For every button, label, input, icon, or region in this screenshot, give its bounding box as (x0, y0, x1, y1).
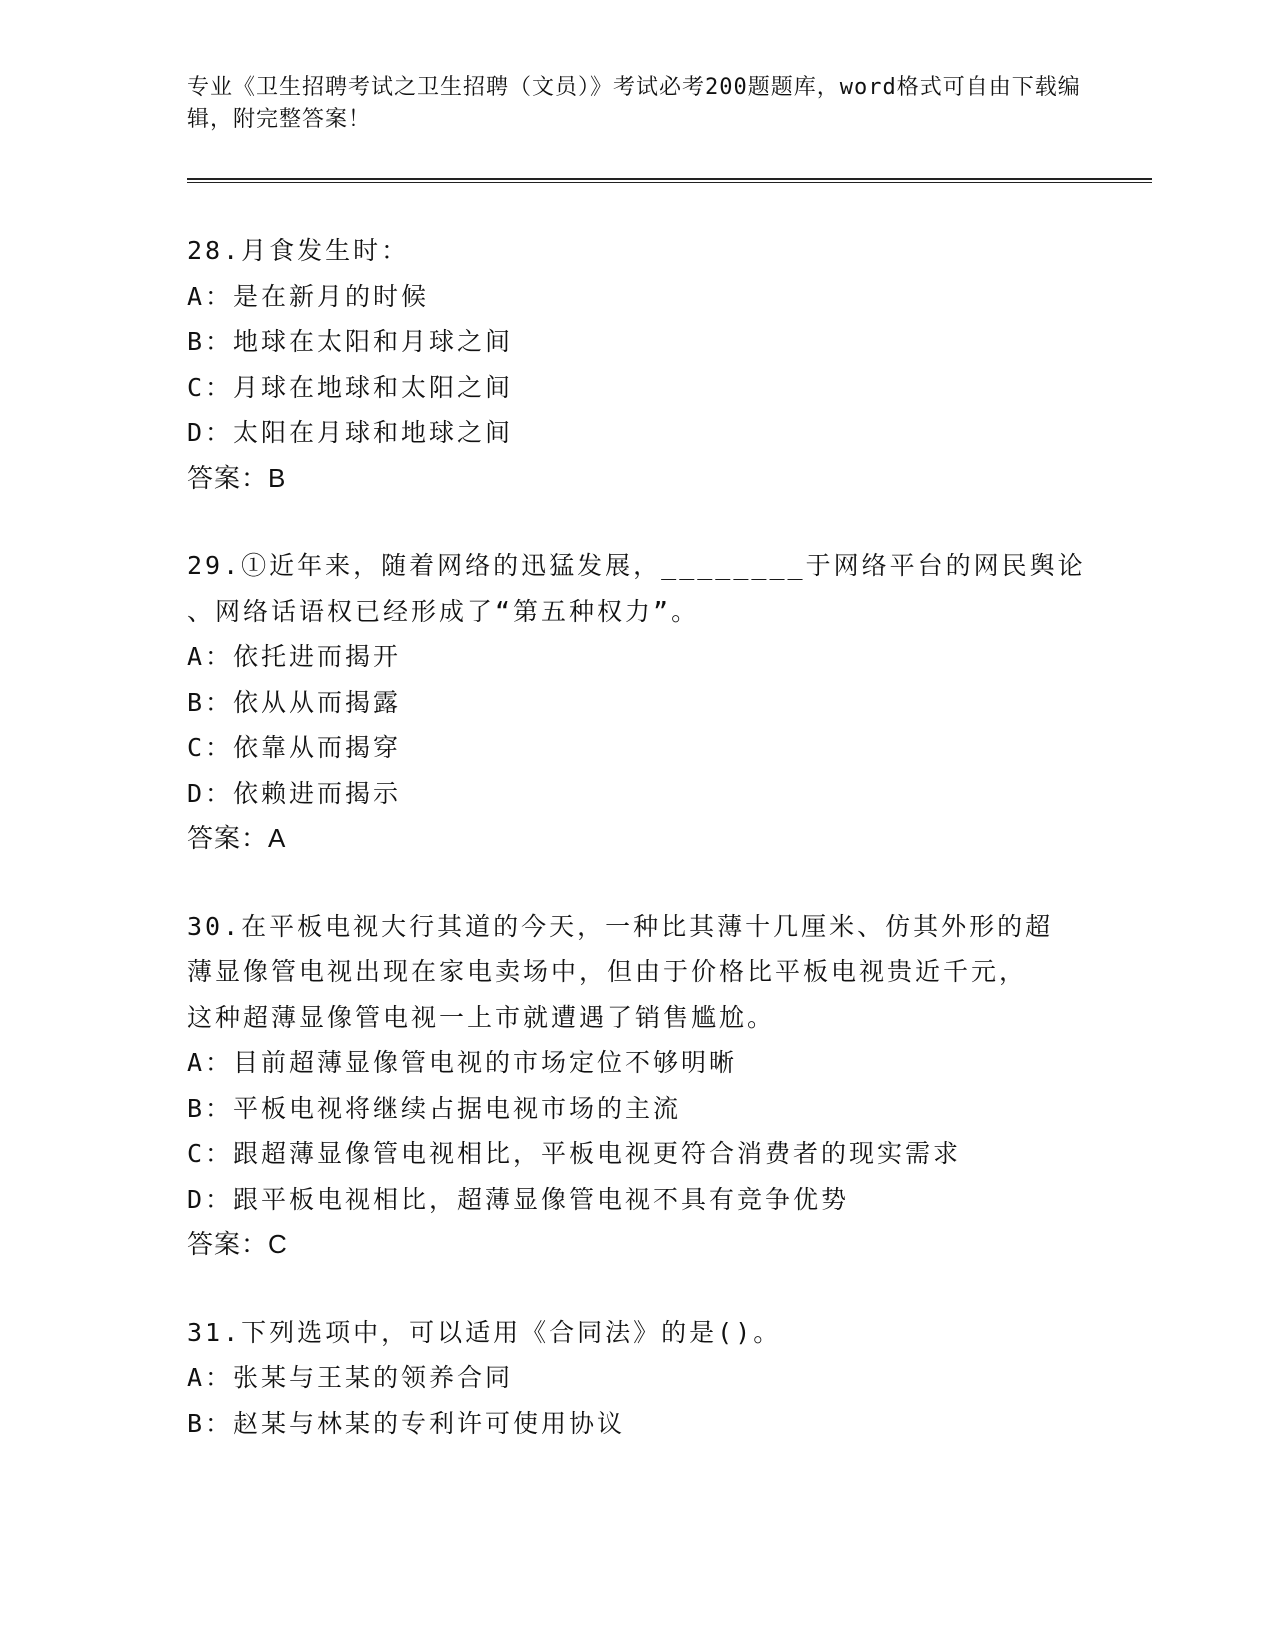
question-stem-continued: 薄显像管电视出现在家电卖场中，但由于价格比平板电视贵近千元， (187, 957, 1028, 986)
option-b: B：依从从而揭露 (187, 687, 402, 717)
question-stem: 31.下列选项中，可以适用《合同法》的是()。 (187, 1317, 782, 1347)
option-c: C：跟超薄显像管电视相比，平板电视更符合消费者的现实需求 (187, 1139, 962, 1168)
question-list (187, 228, 1087, 1488)
answer-line: 答案：B (187, 462, 287, 493)
question-stem: 29.①近年来，随着网络的迅猛发展，________于网络平台的网民舆论 (187, 551, 1086, 580)
document-header: 专业《卫生招聘考试之卫生招聘（文员）》考试必考200题题库，word格式可自由下载编辑，附完整答案！ (187, 75, 1081, 132)
option-a: A：是在新月的时候 (187, 281, 430, 311)
option-b: B：平板电视将继续占据电视市场的主流 (187, 1093, 682, 1123)
option-d: D：跟平板电视相比，超薄显像管电视不具有竞争优势 (187, 1184, 850, 1214)
option-c: C：依靠从而揭穿 (187, 733, 402, 762)
option-a: A：张某与王某的领养合同 (187, 1363, 514, 1392)
question-30 (187, 904, 1087, 1268)
question-stem-continued: 、网络话语权已经形成了“第五种权力”。 (187, 596, 700, 626)
question-31 (187, 1310, 1087, 1447)
option-d: D：依赖进而揭示 (187, 778, 402, 808)
answer-line: 答案：C (187, 1229, 288, 1259)
option-b: B：地球在太阳和月球之间 (187, 327, 514, 356)
option-b: B：赵某与林某的专利许可使用协议 (187, 1408, 626, 1438)
header-divider (187, 178, 1152, 183)
option-c: C：月球在地球和太阳之间 (187, 372, 514, 402)
question-stem: 30.在平板电视大行其道的今天，一种比其薄十几厘米、仿其外形的超 (187, 911, 1054, 941)
option-d: D：太阳在月球和地球之间 (187, 418, 514, 447)
answer-line: 答案：A (187, 823, 287, 853)
option-a: A：目前超薄显像管电视的市场定位不够明晰 (187, 1048, 738, 1077)
question-29 (187, 543, 1087, 862)
question-28 (187, 228, 1087, 501)
option-a: A：依托进而揭开 (187, 642, 402, 671)
question-stem-continued: 这种超薄显像管电视一上市就遭遇了销售尴尬。 (187, 1002, 776, 1032)
question-stem: 28.月食发生时： (187, 236, 410, 265)
